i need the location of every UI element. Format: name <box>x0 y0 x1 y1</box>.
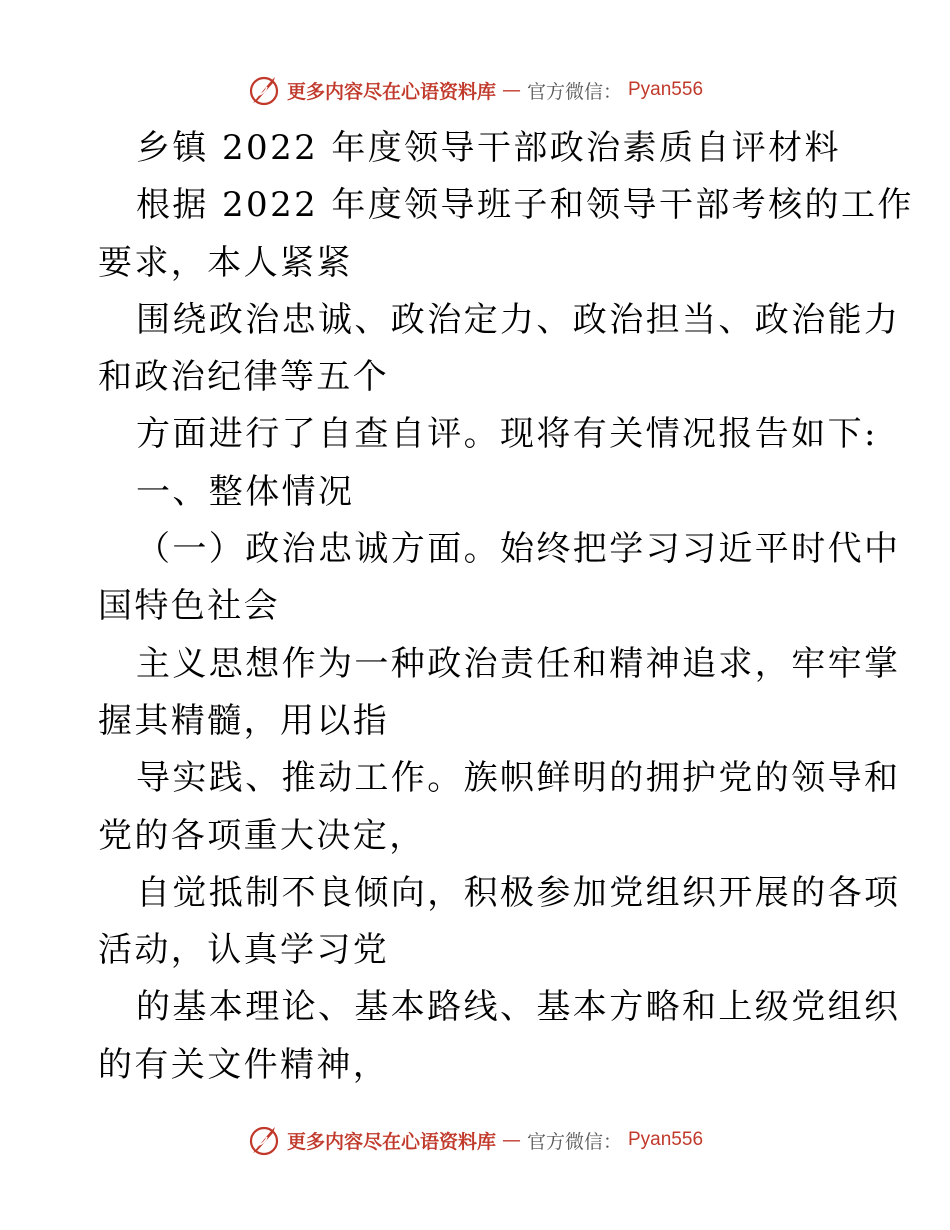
watermark-separator: — <box>501 79 521 101</box>
footer-watermark <box>0 1120 950 1160</box>
document-body <box>98 120 914 1094</box>
paragraph-line: 主义思想作为一种政治责任和精神追求，牢牢掌 <box>136 643 901 684</box>
paragraph-line: 的有关文件精神， <box>98 1044 390 1085</box>
paragraph-line: 国特色社会 <box>98 586 280 627</box>
paragraph-line: （一）政治忠诚方面。始终把学习习近平时代中 <box>136 529 901 570</box>
quill-logo-icon <box>247 1123 281 1157</box>
paragraph-line: 导实践、推动工作。族帜鲜明的拥护党的领导和 <box>136 758 901 799</box>
paragraph-line: 和政治纪律等五个 <box>98 357 390 398</box>
watermark-separator: — <box>501 1129 521 1151</box>
section-heading: 一、整体情况 <box>136 471 355 512</box>
watermark-wechat-id: Pyan556 <box>628 1129 704 1150</box>
paragraph-line: 的基本理论、基本路线、基本方略和上级党组织 <box>136 987 901 1028</box>
paragraph-line: 根据 2022 年度领导班子和领导干部考核的工作 <box>136 185 914 226</box>
paragraph-line: 围绕政治忠诚、政治定力、政治担当、政治能力 <box>136 299 901 340</box>
paragraph-line: 党的各项重大决定， <box>98 815 426 856</box>
watermark-text: 更多内容尽在心语资料库 <box>286 1130 496 1153</box>
watermark-wechat-label: 官方微信： <box>526 1130 622 1153</box>
watermark-wechat-label: 官方微信： <box>526 80 622 103</box>
paragraph-line: 活动，认真学习党 <box>98 930 390 971</box>
quill-logo-icon <box>247 73 281 107</box>
watermark-wechat-id: Pyan556 <box>628 79 704 100</box>
paragraph-line: 握其精髓，用以指 <box>98 700 390 741</box>
paragraph-line: 方面进行了自查自评。现将有关情况报告如下: <box>136 414 878 455</box>
document-title: 乡镇 2022 年度领导干部政治素质自评材料 <box>136 128 841 168</box>
paragraph-line: 自觉抵制不良倾向，积极参加党组织开展的各项 <box>136 872 901 913</box>
paragraph-line: 要求，本人紧紧 <box>98 242 353 283</box>
header-watermark <box>0 70 950 110</box>
watermark-text: 更多内容尽在心语资料库 <box>286 80 496 103</box>
